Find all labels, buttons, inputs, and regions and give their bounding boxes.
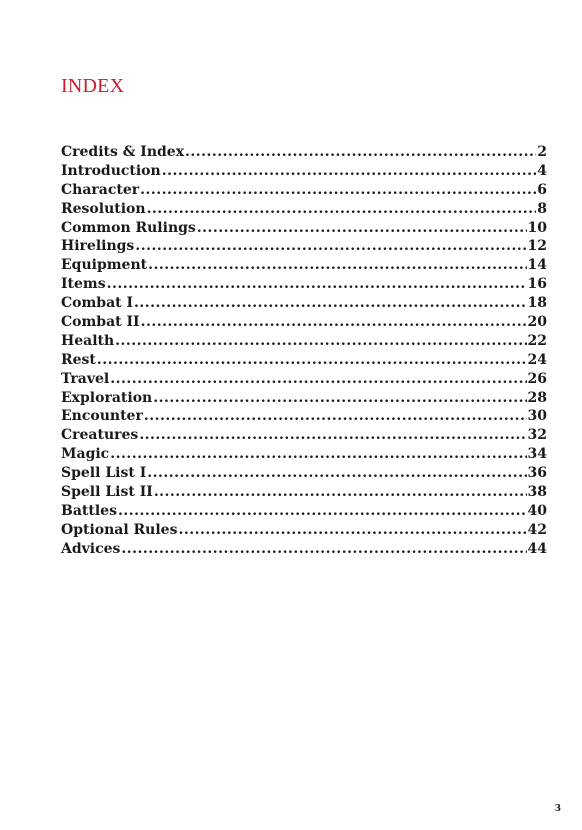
toc-entry-rest[interactable]	[61, 351, 547, 370]
dot-leader	[162, 162, 537, 181]
toc-entry-page: 44	[527, 540, 547, 557]
toc-entry-page: 24	[527, 351, 547, 368]
toc-entry-creatures[interactable]	[61, 426, 547, 445]
dot-leader	[107, 275, 527, 294]
toc-entry-label: Spell List I	[61, 465, 147, 482]
toc-entry-page: 38	[527, 484, 547, 501]
dot-leader	[115, 332, 526, 351]
toc-entry-items[interactable]	[61, 275, 547, 294]
toc-entry-label: Travel	[61, 370, 110, 387]
toc-entry-common-rulings[interactable]	[61, 219, 547, 238]
toc-entry-page: 20	[527, 314, 547, 331]
toc-entry-page: 42	[527, 521, 547, 538]
toc-entry-page: 8	[537, 200, 547, 217]
toc-entry-page: 18	[527, 295, 547, 312]
toc-entry-page: 14	[527, 257, 547, 274]
toc-entry-label: Items	[61, 276, 106, 293]
dot-leader	[139, 426, 526, 445]
toc-entry-equipment[interactable]	[61, 256, 547, 275]
table-of-contents	[61, 143, 547, 559]
toc-entry-page: 16	[527, 276, 547, 293]
toc-entry-label: Advices	[61, 540, 121, 557]
page-title: INDEX	[61, 75, 125, 97]
toc-entry-label: Magic	[61, 446, 110, 463]
dot-leader	[110, 445, 526, 464]
toc-entry-label: Resolution	[61, 200, 146, 217]
toc-entry-page: 10	[527, 219, 547, 236]
toc-entry-page: 22	[527, 332, 547, 349]
dot-leader	[121, 540, 526, 559]
toc-entry-exploration[interactable]	[61, 389, 547, 408]
dot-leader	[148, 256, 526, 275]
toc-entry-page: 40	[527, 502, 547, 519]
toc-entry-optional-rules[interactable]	[61, 521, 547, 540]
toc-entry-encounter[interactable]	[61, 407, 547, 426]
page-number: 3	[554, 804, 561, 814]
toc-entry-page: 26	[527, 370, 547, 387]
toc-entry-label: Introduction	[61, 162, 161, 179]
toc-entry-label: Credits & Index	[61, 144, 185, 160]
toc-entry-page: 6	[537, 181, 547, 198]
toc-entry-label: Equipment	[61, 257, 148, 274]
dot-leader	[140, 181, 536, 200]
dot-leader	[141, 313, 527, 332]
dot-leader	[110, 370, 526, 389]
dot-leader	[144, 407, 527, 426]
toc-entry-introduction[interactable]	[61, 162, 547, 181]
dot-leader	[97, 351, 527, 370]
toc-entry-page: 2	[537, 144, 547, 160]
toc-entry-label: Encounter	[61, 408, 143, 425]
toc-entry-combat-i[interactable]	[61, 294, 547, 313]
toc-entry-label: Health	[61, 332, 115, 349]
toc-entry-credits-index[interactable]	[61, 143, 547, 162]
toc-entry-page: 34	[527, 446, 547, 463]
dot-leader	[197, 219, 527, 238]
toc-entry-page: 32	[527, 427, 547, 444]
toc-entry-travel[interactable]	[61, 370, 547, 389]
toc-entry-label: Spell List II	[61, 484, 153, 501]
toc-entry-page: 28	[527, 389, 547, 406]
dot-leader	[135, 237, 526, 256]
toc-entry-page: 12	[527, 238, 547, 255]
dot-leader	[153, 389, 526, 408]
toc-entry-health[interactable]	[61, 332, 547, 351]
toc-entry-page: 4	[537, 162, 547, 179]
toc-entry-character[interactable]	[61, 181, 547, 200]
toc-entry-label: Optional Rules	[61, 521, 178, 538]
toc-entry-label: Rest	[61, 351, 96, 368]
toc-entry-label: Character	[61, 181, 140, 198]
toc-entry-page: 30	[527, 408, 547, 425]
toc-entry-advices[interactable]	[61, 540, 547, 559]
toc-entry-label: Creatures	[61, 427, 139, 444]
dot-leader	[178, 521, 526, 540]
toc-entry-label: Combat II	[61, 314, 140, 331]
dot-leader	[147, 464, 526, 483]
dot-leader	[154, 483, 527, 502]
dot-leader	[134, 294, 526, 313]
toc-entry-hirelings[interactable]	[61, 237, 547, 256]
toc-entry-label: Battles	[61, 502, 117, 519]
dot-leader	[118, 502, 527, 521]
dot-leader	[147, 200, 537, 219]
toc-entry-resolution[interactable]	[61, 200, 547, 219]
toc-entry-spell-list-ii[interactable]	[61, 483, 547, 502]
toc-entry-label: Common Rulings	[61, 219, 196, 236]
toc-entry-label: Hirelings	[61, 238, 135, 255]
toc-entry-combat-ii[interactable]	[61, 313, 547, 332]
toc-entry-battles[interactable]	[61, 502, 547, 521]
toc-entry-page: 36	[527, 465, 547, 482]
toc-entry-magic[interactable]	[61, 445, 547, 464]
dot-leader	[185, 143, 536, 162]
toc-entry-spell-list-i[interactable]	[61, 464, 547, 483]
toc-entry-label: Exploration	[61, 389, 153, 406]
toc-entry-label: Combat I	[61, 295, 134, 312]
